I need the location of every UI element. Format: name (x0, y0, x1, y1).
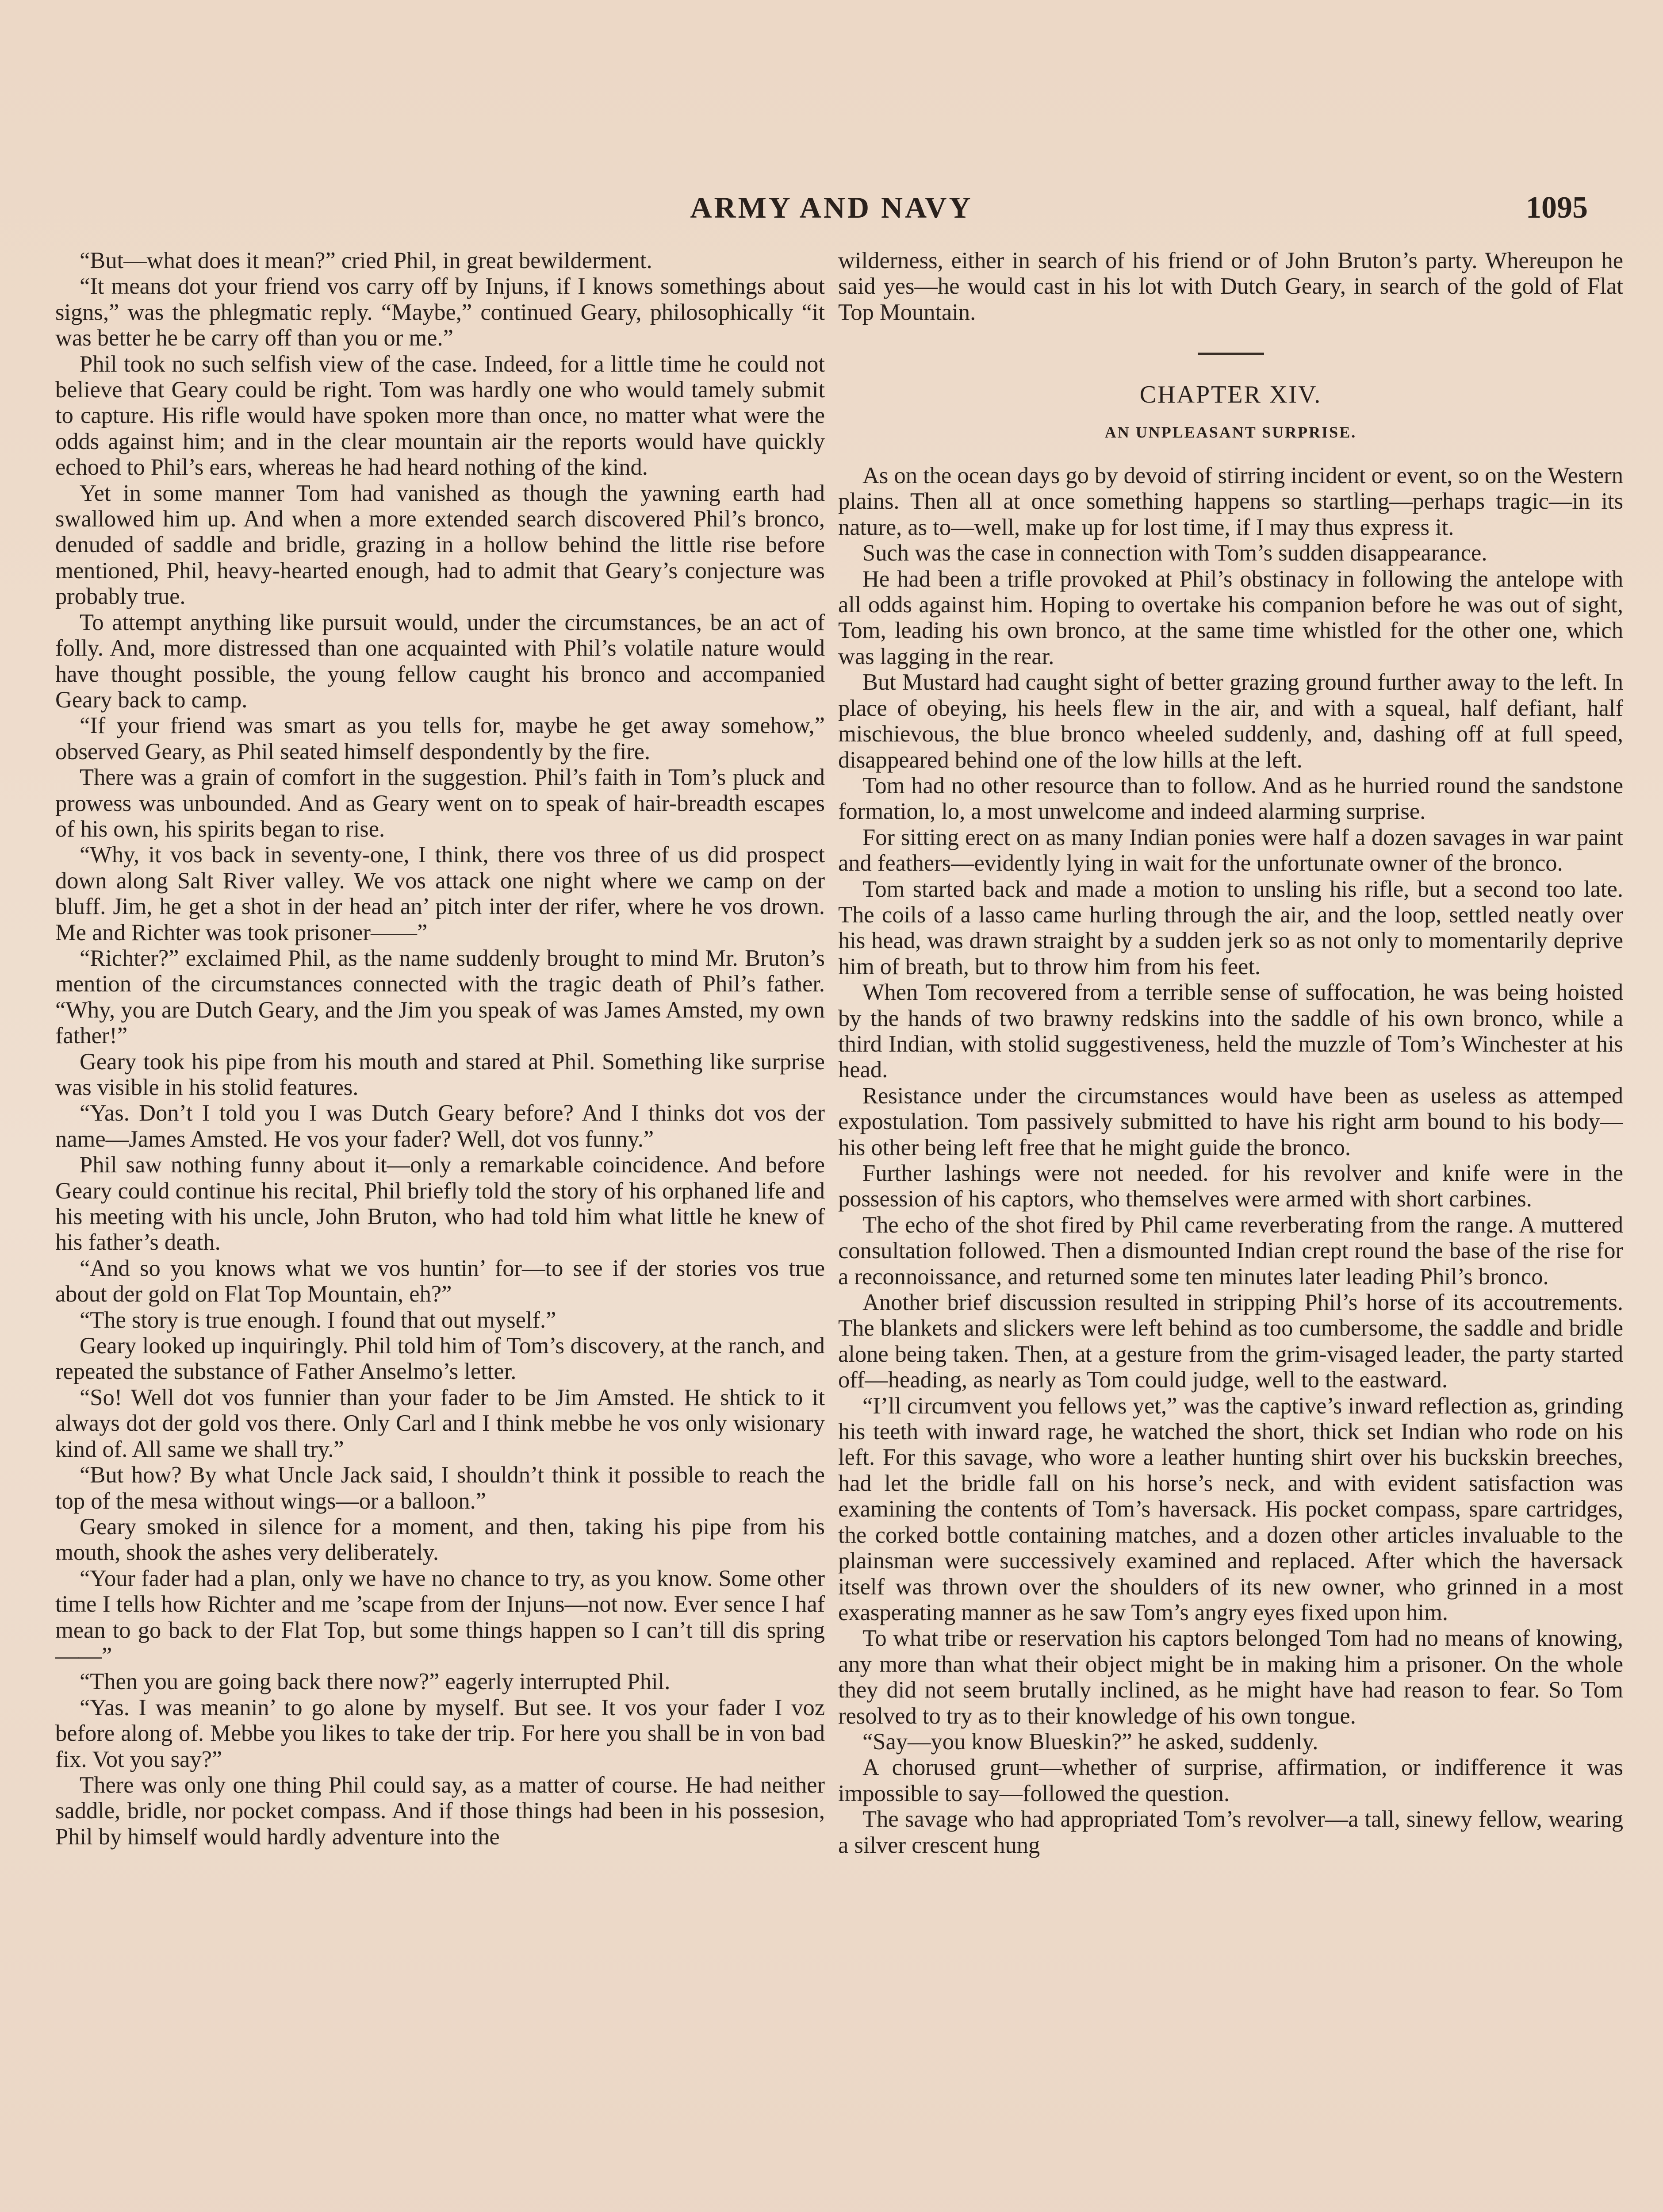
paragraph: “Why, it vos back in seventy-one, I think, there vos three of us did prospect down along Salt River valley. We vos attack one night where we camp on der bluff. Jim, he get a shot in der head an’ pitch inter der rifer, where he vos drown. Me and Richter was took prisoner——” (55, 842, 825, 945)
paragraph: “If your friend was smart as you tells for, maybe he get away somehow,” observed Geary, as Phil seated himself despondently by the fire. (55, 713, 825, 764)
page-number: 1095 (1526, 191, 1588, 225)
paragraph: The savage who had appropriated Tom’s revolver—a tall, sinewy fellow, wearing a silver crescent hung (838, 1806, 1623, 1858)
paragraph: “So! Well dot vos funnier than your fader to be Jim Amsted. He shtick to it always dot der gold vos there. Only Carl and I think mebbe he vos only wisionary kind of. All same we shall try.” (55, 1384, 825, 1462)
paragraph: Tom had no other resource than to follow. And as he hurried round the sandstone formation, lo, a most unwelcome and indeed alarming surprise. (838, 772, 1623, 825)
paragraph: To attempt anything like pursuit would, under the circumstances, be an act of folly. And, more distressed than one acquainted with Phil’s volatile nature would have thought possible, the young fellow caught his bronco and accompanied Geary back to camp. (55, 609, 825, 713)
paragraph: There was a grain of comfort in the suggestion. Phil’s faith in Tom’s pluck and prowess was unbounded. And as Geary went on to speak of hair-breadth escapes of his own, his spirits began to rise. (55, 764, 825, 842)
section-divider (1198, 353, 1264, 355)
chapter-title: CHAPTER XIV. (1139, 381, 1322, 409)
paragraph: Another brief discussion resulted in stripping Phil’s horse of its accoutrements. The blankets and slickers were left behind as too cumbersome, the saddle and bridle alone being taken. Then, at a gesture from the grim-visaged leader, the party started off—heading, as nearly as Tom could judge, well to the eastward. (838, 1290, 1623, 1393)
paragraph: Tom started back and made a motion to unsling his rifle, but a second too late. The coils of a lasso came hurling through the air, and the loop, settled neatly over his head, was drawn straight by a sudden jerk so as not only to momentarily deprive him of breath, but to throw him from his feet. (838, 876, 1623, 979)
paragraph: Geary smoked in silence for a moment, and then, taking his pipe from his mouth, shook the ashes very deliberately. (55, 1513, 825, 1566)
paragraph: “But—what does it mean?” cried Phil, in great bewilderment. (80, 248, 652, 273)
paragraph: Such was the case in connection with Tom’s sudden disappearance. (862, 540, 1487, 566)
continued-paragraph: wilderness, either in search of his friend or of John Bruton’s party. Whereupon he said yes—he would cast in his lot with Dutch Geary, in search of the gold of Flat Top Mountain. (838, 248, 1623, 325)
paragraph: “And so you knows what we vos huntin’ for—to see if der stories vos true about der gold on Flat Top Mountain, eh?” (55, 1255, 825, 1307)
paragraph: Geary took his pipe from his mouth and stared at Phil. Something like surprise was visible in his stolid features. (55, 1048, 825, 1100)
paragraph: “Richter?” exclaimed Phil, as the name suddenly brought to mind Mr. Bruton’s mention of the circumstances connected with the tragic death of Phil’s father. “Why, you are Dutch Geary, and the Jim you speak of was James Amsted, my own father!” (55, 945, 825, 1049)
paragraph: Resistance under the circumstances would have been as useless as attemped expostulation. Tom passively submitted to have his right arm bound to his body—his other being left free that he might guide the bronco. (838, 1083, 1623, 1160)
paragraph: “It means dot your friend vos carry off by Injuns, if I knows somethings about signs,” was the phlegmatic reply. “Maybe,” continued Geary, philosophically “it was better he be carry off than you or me.” (55, 273, 825, 351)
paragraph: When Tom recovered from a terrible sense of suffocation, he was being hoisted by the hands of two brawny redskins into the saddle of his own bronco, while a third Indian, with stolid suggestiveness, held the muzzle of Tom’s Winchester at his head. (838, 979, 1623, 1083)
paragraph: “Then you are going back there now?” eagerly interrupted Phil. (80, 1669, 671, 1695)
paragraph: Geary looked up inquiringly. Phil told him of Tom’s discovery, at the ranch, and repeated the substance of Father Anselmo’s letter. (55, 1333, 825, 1385)
paragraph: Yet in some manner Tom had vanished as though the yawning earth had swallowed him up. And when a more extended search discovered Phil’s bronco, denuded of saddle and bridle, grazing in a hollow behind the little rise before mentioned, Phil, heavy-hearted enough, had to admit that Geary’s conjecture was probably true. (55, 480, 825, 610)
paragraph: Phil took no such selfish view of the case. Indeed, for a little time he could not believe that Geary could be right. Tom was hardly one who would tamely submit to capture. His rifle would have spoken more than once, no matter what were the odds against him; and in the clear mountain air the reports would have quickly echoed to Phil’s ears, whereas he had heard nothing of the kind. (55, 351, 825, 480)
paragraph: But Mustard had caught sight of better grazing ground further away to the left. In place of obeying, his heels flew in the air, and with a squeal, half defiant, half mischievous, the blue bronco wheeled suddenly, and, dashing off at full speed, disappeared behind one of the low hills at the left. (838, 669, 1623, 773)
paragraph: “Your fader had a plan, only we have no chance to try, as you know. Some other time I tells how Richter and me ’scape from der Injuns—not now. Ever sence I haf mean to go back to der Flat Top, but some things happen so I can’t till dis spring——” (55, 1565, 825, 1669)
page-header (0, 190, 1663, 239)
paragraph: A chorused grunt—whether of surprise, affirmation, or indifference it was impossible to say—followed the question. (838, 1755, 1623, 1806)
running-head: ARMY AND NAVY (690, 191, 973, 224)
paragraph: “The story is true enough. I found that out myself.” (80, 1307, 556, 1333)
paragraph: “Say—you know Blueskin?” he asked, suddenly. (862, 1728, 1318, 1755)
paragraph: “Yas. I was meanin’ to go alone by myself. But see. It vos your fader I voz before along of. Mebbe you likes to take der trip. For here you shall be in von bad fix. Vot you say?” (55, 1694, 825, 1772)
chapter-subtitle: AN UNPLEASANT SURPRISE. (1104, 423, 1357, 441)
paragraph: He had been a trifle provoked at Phil’s obstinacy in following the antelope with all odds against him. Hoping to overtake his companion before he was out of sight, Tom, leading his own bronco, at the same time whistled for the other one, which was lagging in the rear. (838, 566, 1623, 669)
left-column (55, 248, 825, 2212)
paragraph: Further lashings were not needed. for his revolver and knife were in the possession of his captors, who themselves were armed with short carbines. (838, 1160, 1623, 1212)
paragraph: To what tribe or reservation his captors belonged Tom had no means of knowing, any more than what their object might be in making him a prisoner. On the whole they did not seem brutally inclined, as he might have had reason to fear. So Tom resolved to try as to their knowledge of his own tongue. (838, 1625, 1623, 1729)
paragraph: As on the ocean days go by devoid of stirring incident or event, so on the Western plains. Then all at once something happens so startling—perhaps tragic—in its nature, as to—well, make up for lost time, if I may thus express it. (838, 463, 1623, 540)
paragraph: There was only one thing Phil could say, as a matter of course. He had neither saddle, bridle, nor pocket compass. And if those things had been in his possesion, Phil by himself would hardly adventure into the (55, 1772, 825, 1850)
paragraph: For sitting erect on as many Indian ponies were half a dozen savages in war paint and feathers—evidently lying in wait for the unfortunate owner of the bronco. (838, 824, 1623, 876)
paragraph: “But how? By what Uncle Jack said, I shouldn’t think it possible to reach the top of the mesa without wings—or a balloon.” (55, 1462, 825, 1514)
paragraph: “I’ll circumvent you fellows yet,” was the captive’s inward reflection as, grinding his teeth with inward rage, he watched the short, thick set Indian who rode on his left. For this savage, who wore a leather hunting shirt over his buckskin breeches, had let the bridle fall on his horse’s neck, and with evident satisfaction was examining the contents of Tom’s haversack. His pocket compass, spare cartridges, the corked bottle containing matches, and a dozen other articles invaluable to the plainsman were successively examined and replaced. After which the haversack itself was thrown over the shoulders of its new owner, who grinned in a most exasperating manner as he saw Tom’s angry eyes fixed upon him. (838, 1393, 1623, 1625)
paragraph: The echo of the shot fired by Phil came reverberating from the range. A muttered consultation followed. Then a dismounted Indian crept round the base of the rise for a reconnoissance, and returned some ten minutes later leading Phil’s bronco. (838, 1212, 1623, 1290)
paragraph: “Yas. Don’t I told you I was Dutch Geary before? And I thinks dot vos der name—James Amsted. He vos your fader? Well, dot vos funny.” (55, 1100, 825, 1152)
right-column (838, 248, 1623, 2212)
paragraph: Phil saw nothing funny about it—only a remarkable coincidence. And before Geary could continue his recital, Phil briefly told the story of his orphaned life and his meeting with his uncle, John Bruton, who had told him what little he knew of his father’s death. (55, 1152, 825, 1256)
